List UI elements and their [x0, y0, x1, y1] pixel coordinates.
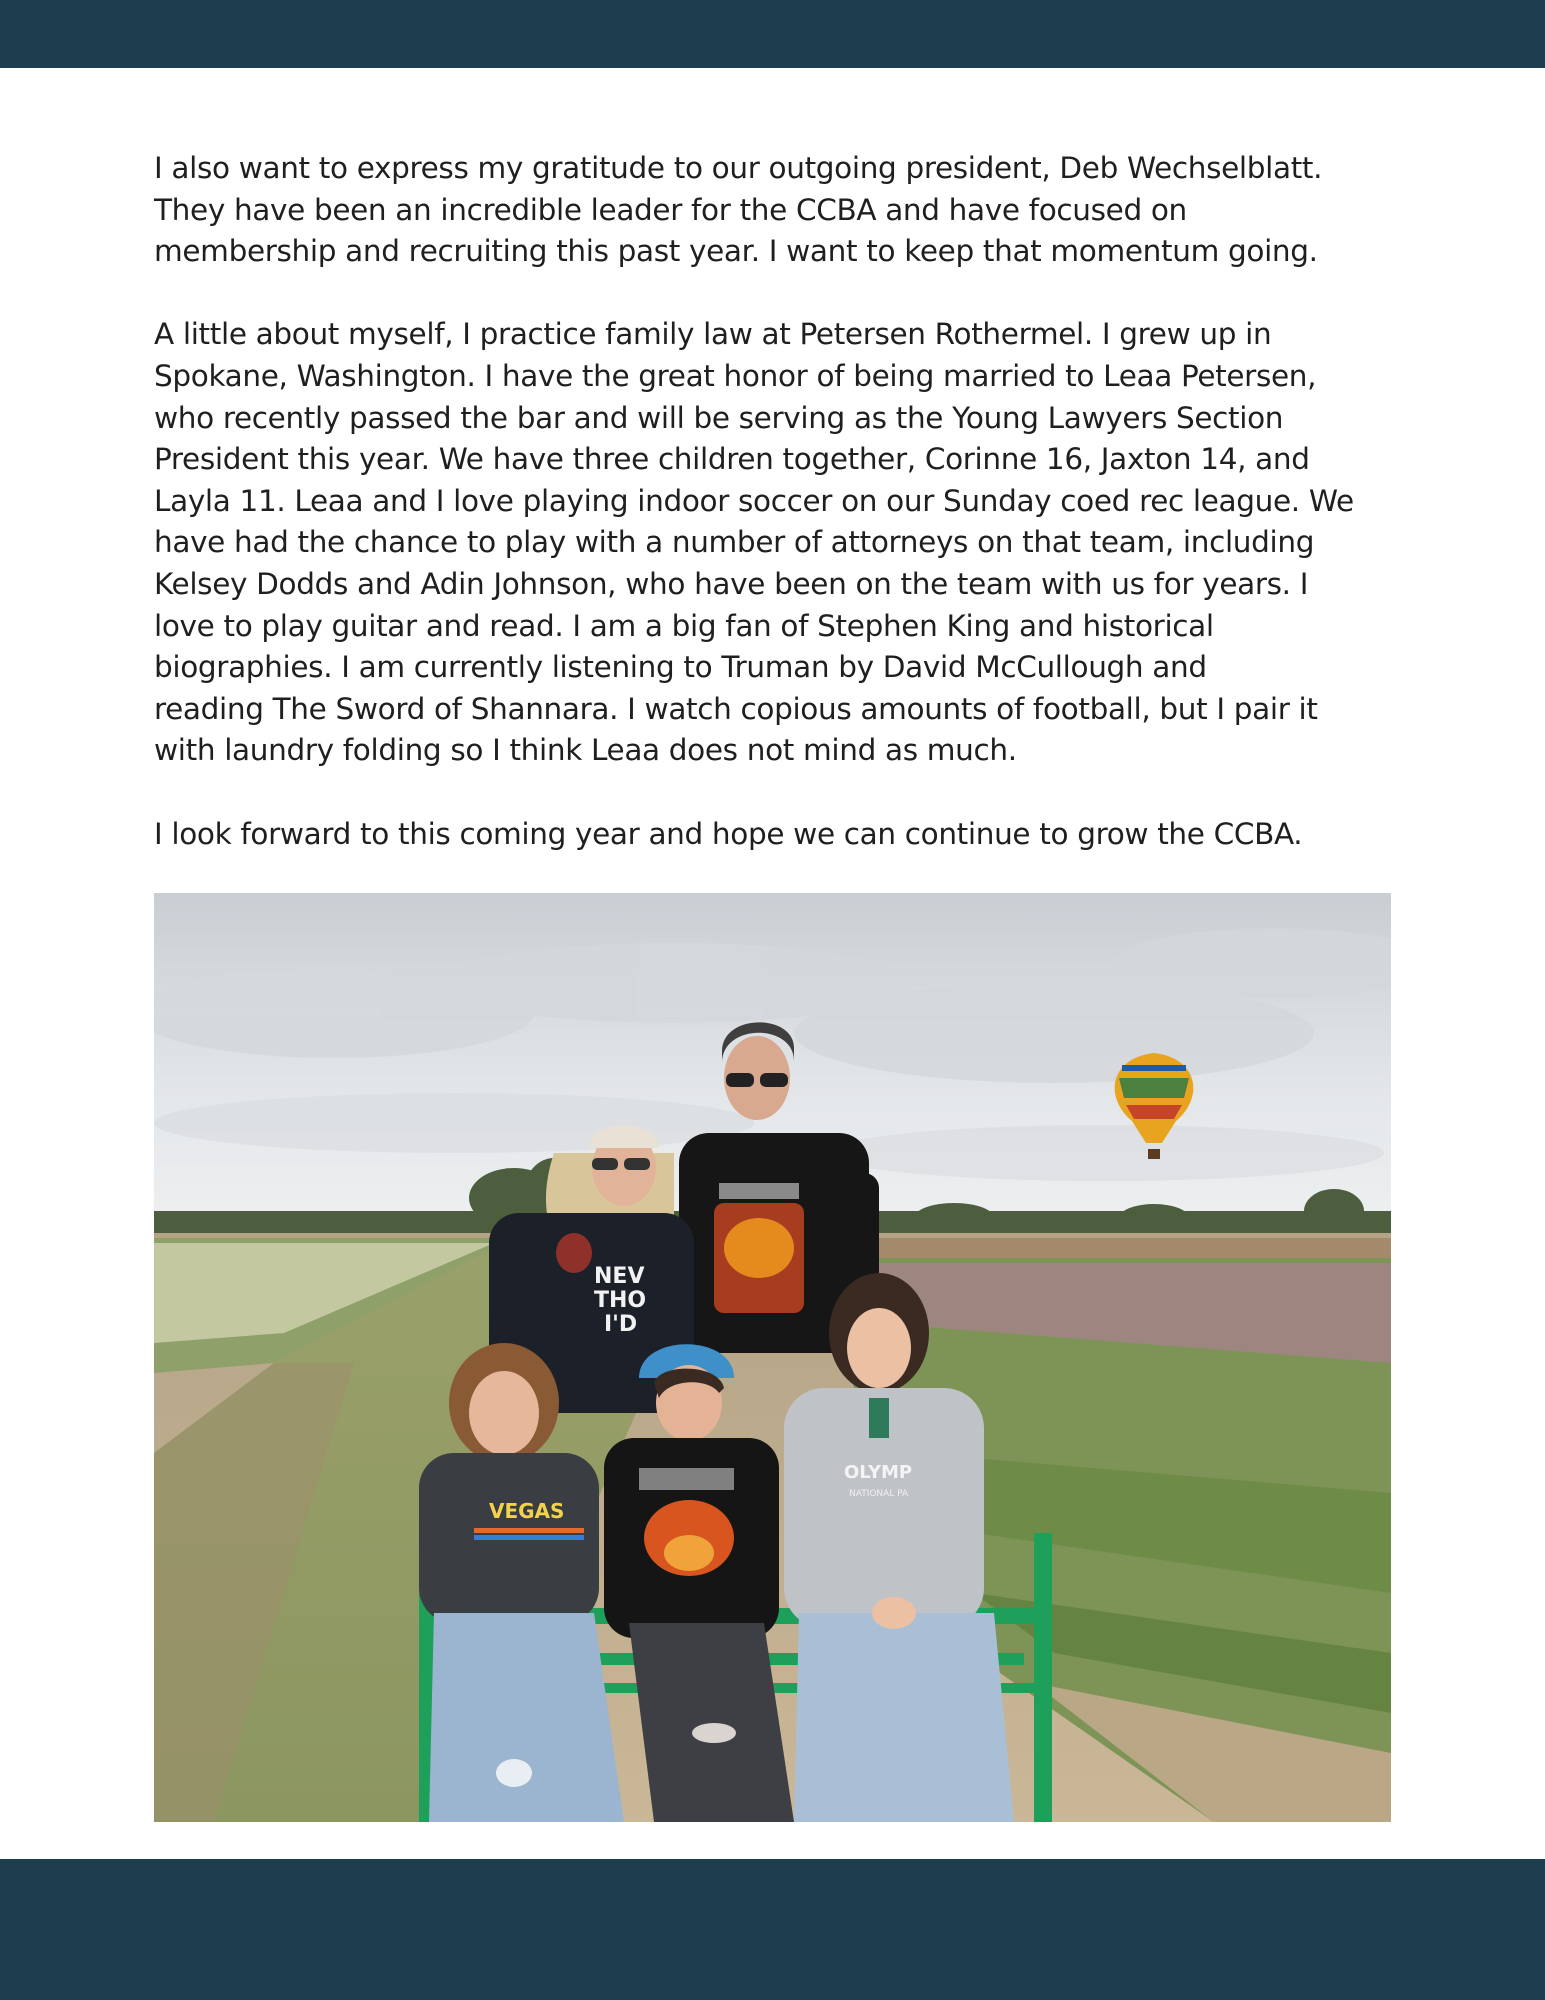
girl-left-shirt-print: VEGAS	[489, 1499, 565, 1523]
girl-right-shirt-print: OLYMP	[844, 1462, 913, 1483]
paragraph-about-myself: A little about myself, I practice family law at Petersen Rothermel. I grew up in Spokane, Washington. I have the great honor of being married to Leaa Petersen, who recently passed the bar and will be serving as the Young Lawyers Section President this year. We have three children together, Corinne 16, Jaxton 14, and Layla 11. Leaa and I love playing indoor soccer on our Sunday coed rec league. We have had the chance to play with a number of attorneys on that team, including Kelsey Dodds and Adin Johnson, who have been on the team with us for years. I love to play guitar and read. I am a big fan of Stephen King and historical biographies. I am currently listening to Truman by David McCullough and reading The Sword of Shannara. I watch copious amounts of football, but I pair it with laundry folding so I think Leaa does not mind as much.	[154, 317, 1354, 768]
girl-right-shirt-sub: NATIONAL PA	[849, 1489, 909, 1499]
paragraph-gratitude: I also want to express my gratitude to our outgoing president, Deb Wechselblatt. They have been an incredible leader for the CCBA and have focused on membership and recruiting this past year. I want to keep that momentum going.	[154, 151, 1323, 269]
family-photo	[154, 893, 1391, 1822]
woman-shirt-print: NEV THO I'D	[594, 1264, 647, 1337]
footer-band	[0, 1859, 1545, 2000]
article-body	[154, 148, 1404, 897]
header-band	[0, 0, 1545, 68]
paragraph-closing: I look forward to this coming year and hope we can continue to grow the CCBA.	[154, 816, 1303, 851]
